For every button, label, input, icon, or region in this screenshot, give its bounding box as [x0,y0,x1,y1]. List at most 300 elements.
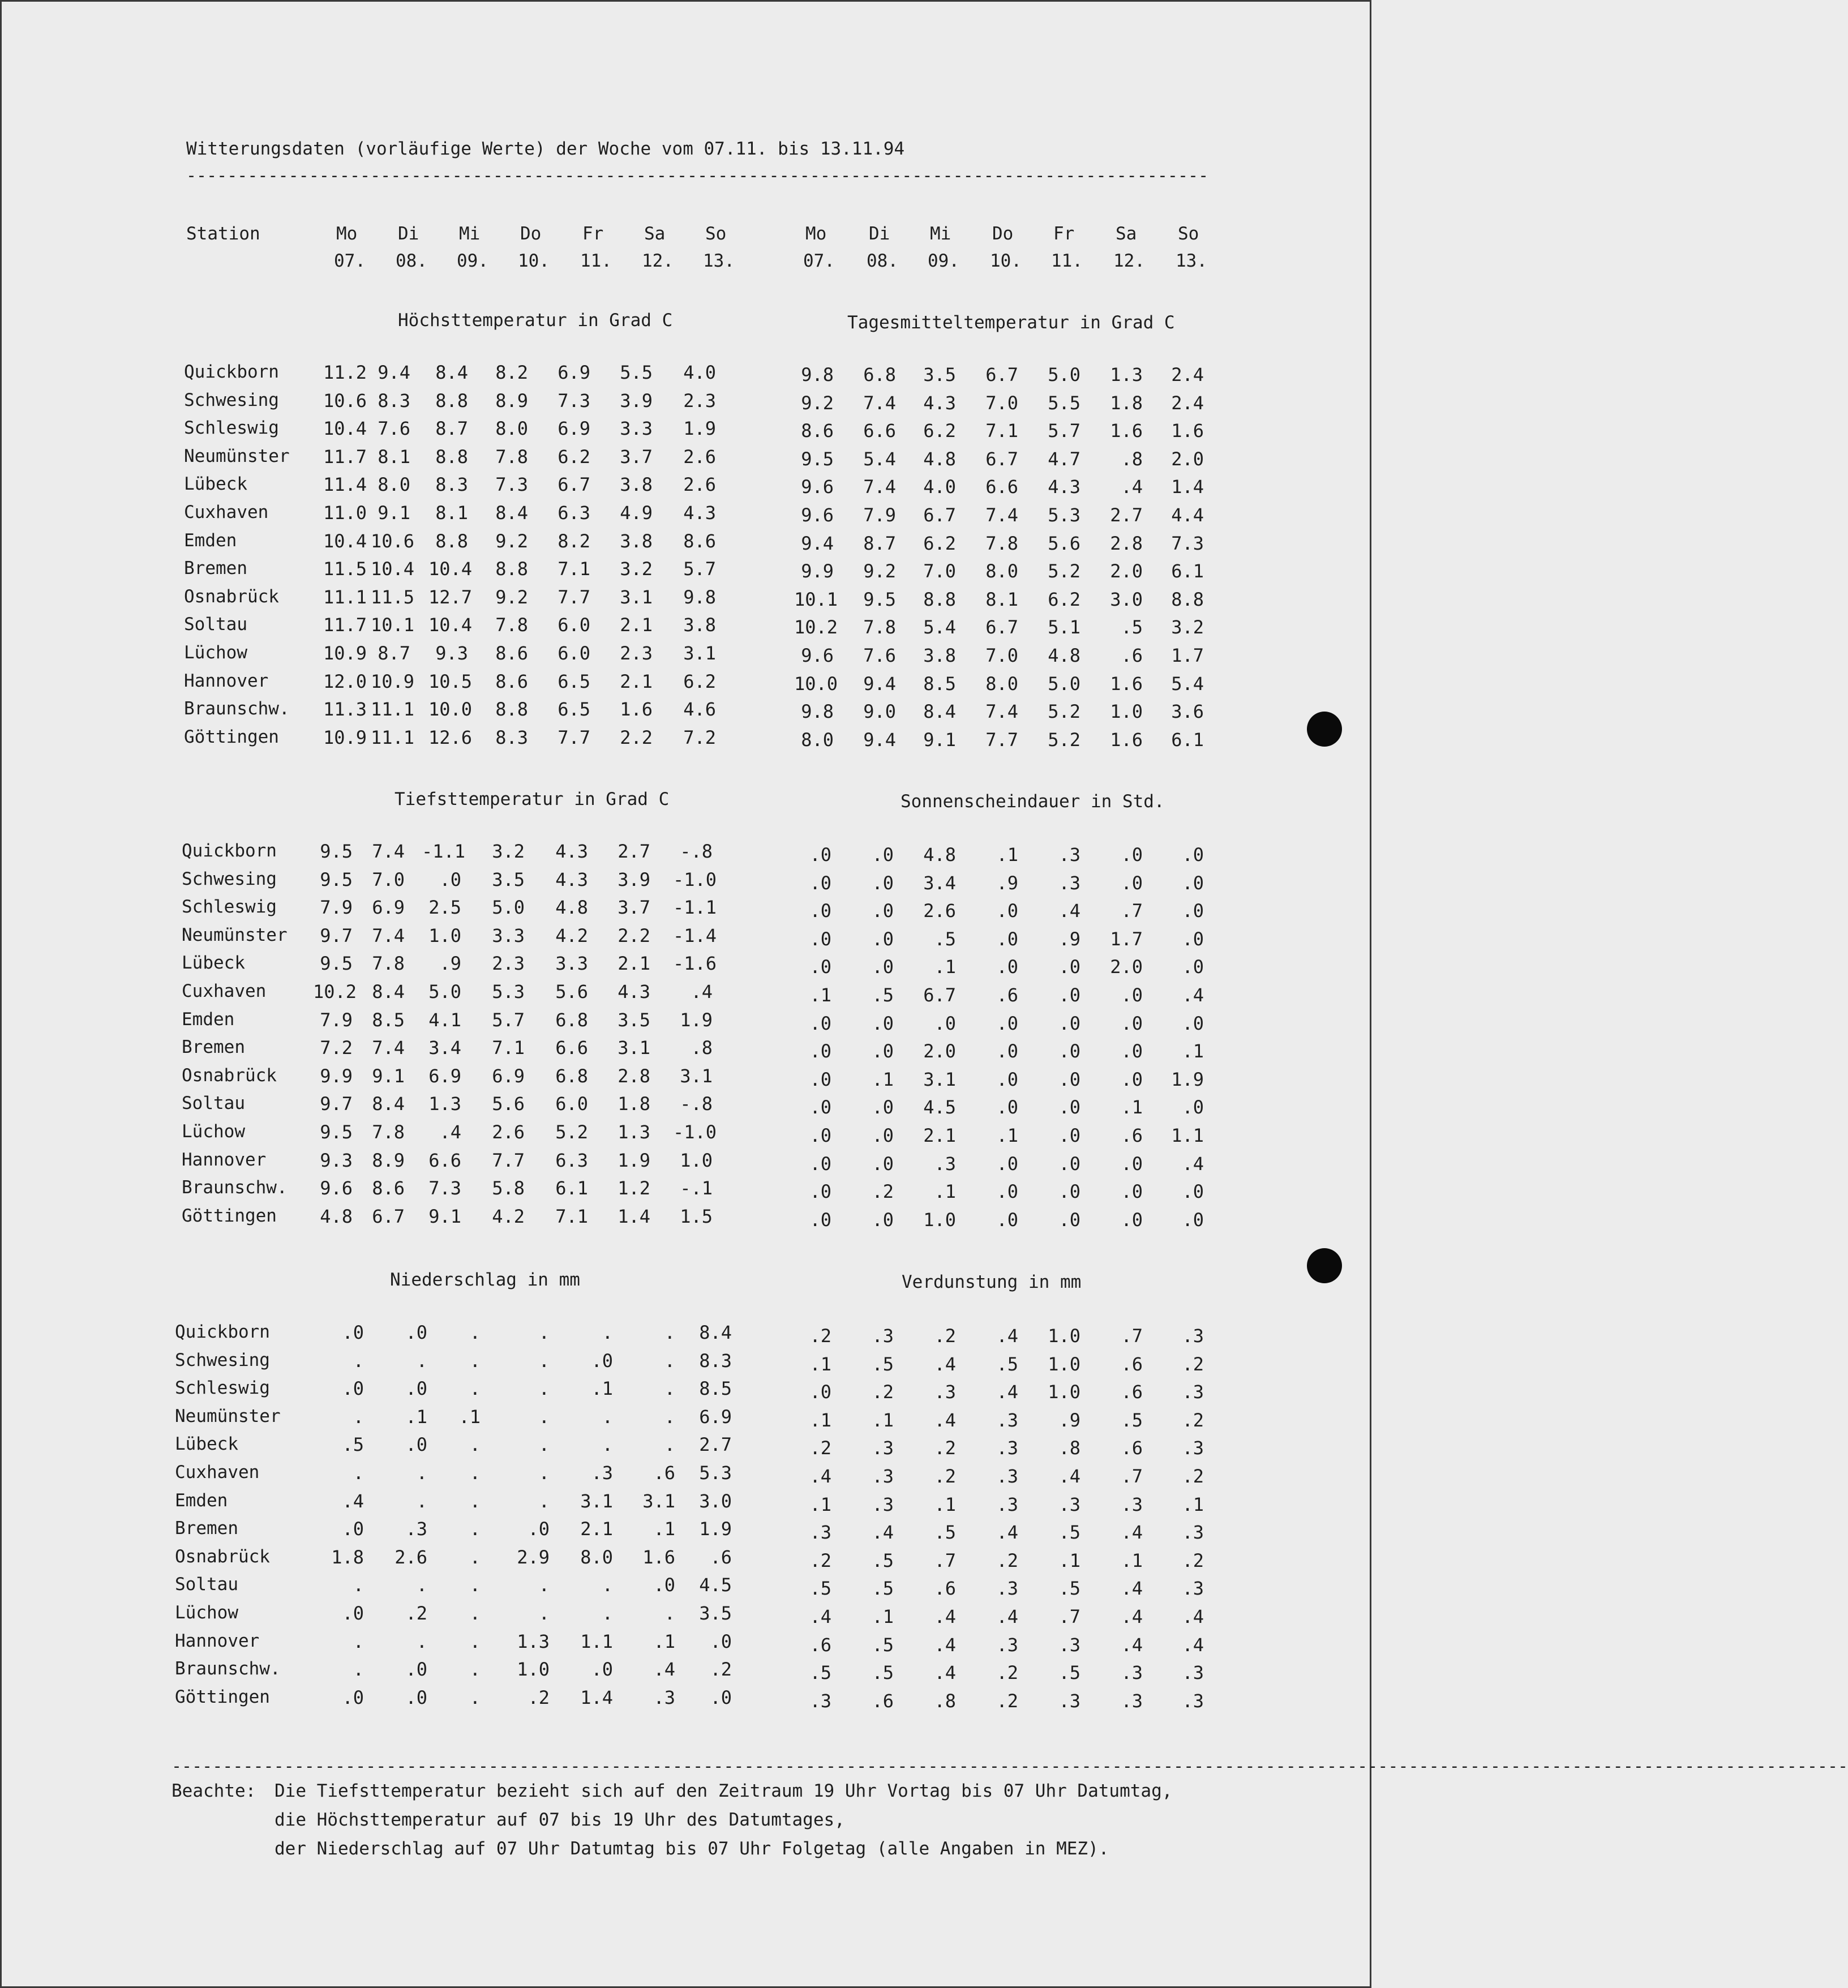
table-cell: 8.8 [1171,588,1204,610]
table-cell: 1.0 [1048,1381,1080,1403]
table-cell: .7 [1121,1325,1143,1347]
table-cell: .4 [1121,1578,1143,1600]
table-cell: 10.2 [794,616,838,639]
date-label-left-3: 10. [518,251,550,271]
table-cell: .1 [809,984,831,1006]
table-cell: .0 [1182,900,1204,922]
station-name: Schleswig [182,897,277,918]
table-cell: .0 [872,1209,894,1231]
table-cell: .4 [1121,1606,1143,1627]
table-cell: .5 [1121,616,1143,639]
table-cell: 8.4 [372,1093,405,1115]
table-cell: 7.3 [1171,532,1204,554]
table-cell: 2.0 [923,1040,956,1062]
table-cell: 6.2 [923,420,956,442]
table-cell: .2 [996,1690,1018,1712]
document-title: Witterungsdaten (vorläufige Werte) der Woche vom 07.11. bis 13.11.94 [186,139,905,159]
table-cell: . [538,1322,550,1343]
table-cell: 6.9 [372,897,405,919]
day-label-left-6: So [705,224,727,244]
table-cell: . [538,1603,550,1624]
day-label-left-2: Mi [459,224,481,244]
table-cell: 11.0 [323,502,367,524]
station-name: Quickborn [184,362,279,382]
table-cell: 7.0 [923,560,956,582]
table-cell: 4.8 [923,844,956,866]
date-label-left-1: 08. [396,251,427,271]
table-cell: .0 [528,1518,550,1540]
table-cell: 1.4 [580,1686,613,1708]
table-cell: 7.2 [320,1037,353,1059]
table-cell: .3 [1121,1662,1143,1684]
table-cell: 5.2 [1048,560,1080,582]
table-cell: .2 [809,1437,831,1459]
table-cell: 7.7 [985,729,1018,751]
table-cell: 3.2 [1171,616,1204,639]
table-cell: 10.1 [794,588,838,610]
table-cell: .0 [996,1012,1018,1034]
table-cell: . [353,1659,364,1681]
table-cell: 3.4 [923,872,956,894]
station-name: Bremen [184,558,247,579]
station-name: Lübeck [182,953,245,974]
table-cell: 5.4 [1171,672,1204,695]
table-cell: 1.0 [517,1659,550,1681]
table-cell: 6.9 [428,1065,461,1087]
table-cell: 2.8 [1110,532,1143,554]
table-cell: .0 [1121,1068,1143,1090]
table-cell: . [538,1462,550,1484]
table-cell: 3.5 [618,1009,650,1031]
station-name: Braunschw. [184,699,290,719]
table-cell: .0 [996,1181,1018,1203]
table-cell: 6.8 [555,1065,588,1087]
table-cell: 5.2 [555,1121,588,1143]
table-cell: 8.0 [378,474,410,496]
table-cell: 1.7 [1110,928,1143,950]
table-cell: .1 [996,1125,1018,1146]
table-cell: . [416,1574,427,1596]
day-label-right-2: Mi [930,224,951,244]
table-cell: .2 [405,1603,427,1624]
table-cell: 7.9 [320,1009,353,1031]
table-cell: 6.5 [558,670,590,692]
table-cell: .3 [934,1152,956,1175]
table-cell: .3 [1182,1690,1204,1712]
table-cell: 8.1 [985,588,1018,610]
table-cell: .7 [934,1549,956,1571]
station-name: Schleswig [175,1378,270,1399]
table-cell: .3 [1182,1578,1204,1600]
table-cell: 11.1 [323,586,367,608]
table-cell: .3 [1058,1493,1080,1515]
table-cell: 5.7 [492,1009,525,1031]
table-cell: 2.9 [517,1546,550,1568]
table-cell: .0 [1182,844,1204,866]
table-cell: 2.5 [428,897,461,919]
table-cell: 5.1 [1048,616,1080,639]
table-cell: .6 [934,1578,956,1600]
table-cell: 4.0 [683,362,716,383]
table-cell: 2.2 [620,726,653,748]
date-label-right-6: 13. [1176,251,1207,271]
table-cell: .4 [1182,1634,1204,1656]
table-cell: 12.7 [428,586,473,608]
table-cell: 1.8 [1110,392,1143,414]
table-cell: 10.4 [323,418,367,440]
table-cell: 7.9 [320,897,353,919]
table-cell: 10.6 [323,389,367,412]
footer-rule: -------------------------------------------------------------------------------------------------------------------------------------------------------------------- [171,1756,1848,1776]
station-name: Schwesing [182,868,277,889]
date-label-right-4: 11. [1051,251,1083,271]
table-cell: .3 [1182,1437,1204,1459]
table-cell: 1.9 [1171,1068,1204,1090]
table-cell: .1 [809,1353,831,1375]
table-cell: .0 [342,1603,364,1624]
table-cell: 1.3 [1110,364,1143,385]
table-cell: .3 [996,1493,1018,1515]
table-cell: . [469,1322,481,1343]
table-cell: -1.0 [673,1121,717,1143]
table-cell: .0 [1182,956,1204,978]
table-cell: 8.6 [801,420,834,442]
table-cell: 7.6 [378,418,410,440]
table-cell: 3.1 [642,1490,675,1512]
table-cell: 9.8 [801,701,834,723]
table-cell: .1 [653,1518,675,1540]
table-cell: 5.5 [620,362,653,383]
table-cell: 8.0 [985,672,1018,695]
table-cell: 4.1 [428,1009,461,1031]
table-cell: . [538,1349,550,1372]
table-cell: .0 [1121,1040,1143,1062]
table-cell: .0 [809,1125,831,1146]
table-cell: .4 [934,1634,956,1656]
table-cell: .0 [405,1686,427,1708]
table-cell: 9.3 [320,1149,353,1171]
table-cell: 9.4 [863,672,896,695]
table-cell: .3 [1182,1522,1204,1544]
table-cell: 6.7 [985,448,1018,470]
table-cell: .1 [458,1406,481,1428]
table-cell: 9.6 [801,504,834,526]
table-cell: .0 [1182,1209,1204,1231]
table-cell: 10.9 [323,726,367,748]
table-cell: .3 [1058,1690,1080,1712]
table-cell: 4.9 [620,502,653,524]
date-label-left-0: 07. [334,251,366,271]
table-cell: .0 [996,1096,1018,1119]
table-cell: . [353,1462,364,1484]
table-cell: 9.5 [320,868,353,890]
table-cell: .1 [872,1606,894,1627]
table-cell: 8.8 [495,558,528,580]
table-cell: .9 [439,953,461,975]
day-label-left-0: Mo [336,224,358,244]
section-title-verdunst: Verdunstung in mm [902,1272,1082,1292]
table-cell: 1.6 [1110,672,1143,695]
table-cell: 4.3 [618,981,650,1002]
table-cell: .8 [1121,448,1143,470]
table-cell: 6.5 [558,699,590,721]
table-cell: .5 [1058,1522,1080,1544]
table-cell: .3 [405,1518,427,1540]
table-cell: .6 [1121,1125,1143,1146]
table-cell: .0 [710,1630,732,1652]
table-cell: .5 [934,1522,956,1544]
table-cell: .0 [1121,1209,1143,1231]
table-cell: 4.7 [1048,448,1080,470]
table-cell: .0 [342,1322,364,1343]
table-cell: .0 [809,1040,831,1062]
table-cell: . [353,1630,364,1652]
table-cell: . [664,1603,675,1624]
station-name: Schleswig [184,418,279,439]
station-name: Soltau [184,614,247,635]
table-cell: .3 [1058,844,1080,866]
table-cell: 8.4 [372,981,405,1002]
table-cell: 4.3 [683,502,716,524]
table-cell: 1.6 [1171,420,1204,442]
table-cell: 2.0 [1171,448,1204,470]
table-cell: . [353,1349,364,1372]
table-cell: .4 [1121,1634,1143,1656]
table-cell: .3 [809,1522,831,1544]
table-cell: .0 [1058,984,1080,1006]
table-cell: 5.2 [1048,729,1080,751]
table-cell: 6.2 [683,670,716,692]
table-cell: 4.3 [555,868,588,890]
table-cell: .3 [1058,1634,1080,1656]
station-name: Schwesing [175,1349,270,1370]
station-name: Quickborn [175,1322,270,1342]
table-cell: 5.0 [492,897,525,919]
table-cell: .0 [872,1152,894,1175]
table-cell: 1.6 [1110,420,1143,442]
station-name: Osnabrück [175,1546,270,1567]
table-cell: .9 [1058,1409,1080,1431]
table-cell: .4 [934,1606,956,1627]
table-cell: .0 [809,900,831,922]
table-cell: 9.1 [378,502,410,524]
table-cell: .0 [996,928,1018,950]
table-cell: .2 [934,1466,956,1487]
table-cell: 8.9 [495,389,528,412]
station-name: Neumünster [175,1406,281,1426]
table-cell: . [602,1406,613,1428]
table-cell: .5 [872,1662,894,1684]
table-cell: .3 [872,1325,894,1347]
table-cell: 8.0 [580,1546,613,1568]
table-cell: . [469,1518,481,1540]
table-cell: .5 [996,1353,1018,1375]
table-cell: 8.6 [495,642,528,664]
table-cell: 7.3 [558,389,590,412]
table-cell: 3.1 [580,1490,613,1512]
section-title-hoechst: Höchsttemperatur in Grad C [398,310,673,331]
note-line-3: der Niederschlag auf 07 Uhr Datumtag bis 07 Uhr Folgetag (alle Angaben in MEZ). [275,1839,1109,1859]
table-cell: .0 [591,1659,613,1681]
table-cell: 10.2 [313,981,357,1002]
table-cell: .0 [1058,1096,1080,1119]
table-cell: 7.7 [558,586,590,608]
table-cell: 11.2 [323,362,367,383]
table-cell: 11.7 [323,614,367,636]
table-cell: .1 [934,956,956,978]
table-cell: 5.0 [1048,364,1080,385]
station-name: Göttingen [182,1205,277,1226]
station-name: Göttingen [184,726,279,747]
table-cell: . [538,1490,550,1512]
table-cell: 3.1 [680,1065,713,1087]
table-cell: 4.6 [683,699,716,721]
table-cell: 4.8 [923,448,956,470]
table-cell: 8.6 [683,530,716,552]
table-cell: 7.6 [863,645,896,666]
table-cell: .0 [1182,1181,1204,1203]
table-cell: 8.4 [435,362,468,383]
table-cell: 9.4 [863,729,896,751]
table-cell: .8 [1058,1437,1080,1459]
table-cell: .1 [1121,1096,1143,1119]
table-cell: 3.8 [620,530,653,552]
table-cell: 7.8 [495,614,528,636]
table-cell: .3 [996,1409,1018,1431]
table-cell: 5.2 [1048,701,1080,723]
table-cell: 7.8 [985,532,1018,554]
table-cell: .2 [809,1325,831,1347]
table-cell: . [469,1686,481,1708]
table-cell: 2.6 [683,474,716,496]
table-cell: .3 [934,1381,956,1403]
table-cell: 5.8 [492,1177,525,1199]
table-cell: .4 [934,1662,956,1684]
table-cell: 3.1 [683,642,716,664]
table-cell: .0 [872,956,894,978]
table-cell: 10.4 [428,558,473,580]
table-cell: .0 [872,1040,894,1062]
station-name: Emden [184,530,237,551]
table-cell: .4 [342,1490,364,1512]
table-cell: 9.2 [863,560,896,582]
table-cell: .4 [691,981,713,1002]
table-cell: .5 [872,1353,894,1375]
table-cell: 1.0 [680,1149,713,1171]
table-cell: 3.5 [699,1603,732,1624]
table-cell: .0 [1058,1012,1080,1034]
table-cell: 2.6 [683,445,716,468]
table-cell: .0 [809,1152,831,1175]
table-cell: 1.4 [618,1205,650,1227]
table-cell: 9.4 [801,532,834,554]
table-cell: . [664,1434,675,1456]
table-cell: 2.6 [395,1546,427,1568]
table-cell: 6.1 [555,1177,588,1199]
table-cell: 2.3 [683,389,716,412]
table-cell: .2 [1182,1353,1204,1375]
table-cell: .3 [996,1578,1018,1600]
table-cell: . [602,1322,613,1343]
table-cell: 3.5 [492,868,525,890]
table-cell: .0 [872,1125,894,1146]
table-cell: 8.4 [699,1322,732,1343]
table-cell: 6.3 [558,502,590,524]
station-name: Schwesing [184,389,279,410]
table-cell: . [469,1349,481,1372]
date-label-right-3: 10. [990,251,1022,271]
table-cell: . [469,1574,481,1596]
table-cell: 6.8 [555,1009,588,1031]
table-cell: 8.6 [495,670,528,692]
table-cell: .0 [1058,1181,1080,1203]
table-cell: 7.0 [372,868,405,890]
table-cell: 8.5 [923,672,956,695]
table-cell: 4.2 [492,1205,525,1227]
table-cell: .1 [405,1406,427,1428]
table-cell: 7.4 [372,1037,405,1059]
table-cell: 5.6 [1048,532,1080,554]
table-cell: 5.4 [923,616,956,639]
day-label-right-0: Mo [805,224,827,244]
table-cell: 5.3 [1048,504,1080,526]
table-cell: 9.5 [320,1121,353,1143]
table-cell: 9.5 [320,841,353,862]
table-cell: . [602,1603,613,1624]
day-label-right-5: Sa [1116,224,1137,244]
table-cell: .4 [1182,1606,1204,1627]
table-cell: 2.3 [492,953,525,975]
table-cell: .0 [405,1659,427,1681]
table-cell: 6.7 [558,474,590,496]
table-cell: 6.6 [428,1149,461,1171]
table-cell: 3.3 [620,418,653,440]
table-cell: .0 [342,1518,364,1540]
table-cell: 2.7 [699,1434,732,1456]
table-cell: 6.1 [1171,560,1204,582]
table-cell: 1.0 [428,924,461,946]
table-cell: .0 [809,1181,831,1203]
table-cell: .0 [405,1378,427,1400]
table-cell: .5 [1058,1662,1080,1684]
table-cell: .1 [1182,1493,1204,1515]
table-cell: .4 [934,1353,956,1375]
table-cell: . [538,1406,550,1428]
table-cell: 1.0 [1110,701,1143,723]
table-cell: 6.6 [555,1037,588,1059]
station-name: Lübeck [175,1434,238,1455]
table-cell: 6.1 [1171,729,1204,751]
table-cell: .5 [809,1578,831,1600]
table-cell: .0 [872,928,894,950]
table-cell: .6 [872,1690,894,1712]
table-cell: 7.9 [863,504,896,526]
table-cell: 1.0 [1048,1353,1080,1375]
table-cell: 5.3 [492,981,525,1002]
table-cell: .3 [1182,1381,1204,1403]
day-label-left-5: Sa [644,224,666,244]
table-cell: -1.0 [673,868,717,890]
table-cell: 9.9 [320,1065,353,1087]
table-cell: 7.0 [985,392,1018,414]
table-cell: .3 [1182,1325,1204,1347]
table-cell: 10.6 [371,530,415,552]
table-cell: 6.7 [923,984,956,1006]
table-cell: .6 [1121,1437,1143,1459]
table-cell: .4 [1058,900,1080,922]
table-cell: 6.9 [699,1406,732,1428]
table-cell: 6.0 [555,1093,588,1115]
